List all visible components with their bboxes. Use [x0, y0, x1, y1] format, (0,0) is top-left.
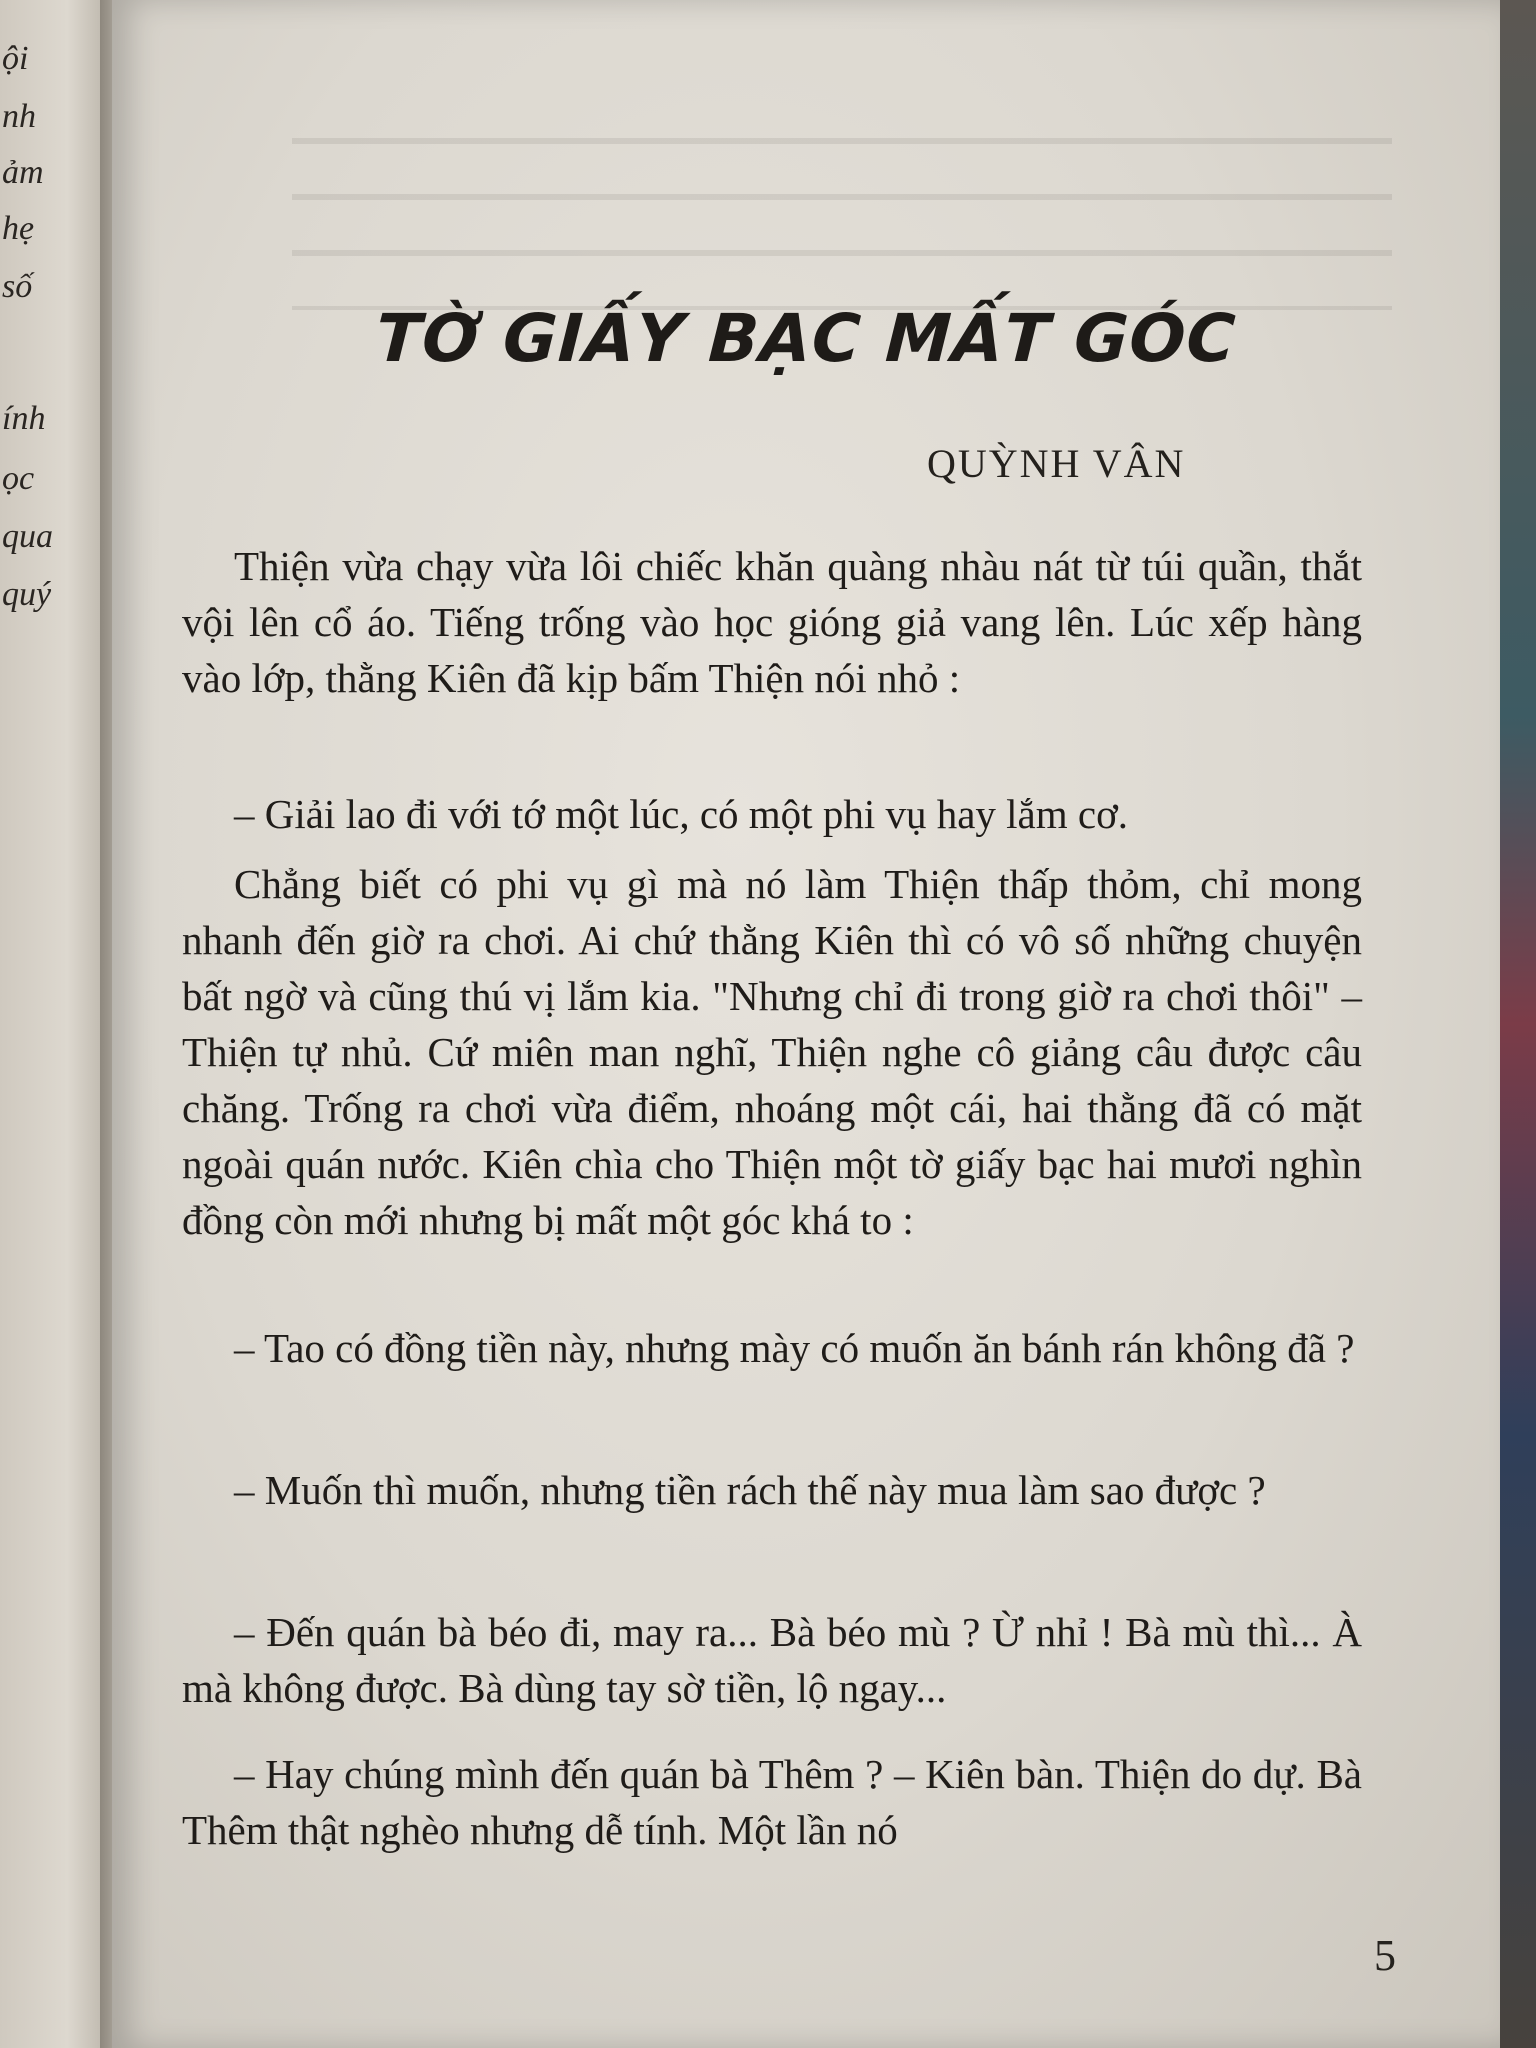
- left-page-fragment: nh: [2, 98, 36, 135]
- left-page-fragment: ọc: [2, 460, 35, 497]
- story-author: QUỲNH VÂN: [927, 441, 1186, 486]
- bleed-through-text: [292, 110, 1392, 310]
- paragraph: – Muốn thì muốn, nhưng tiền rách thế này mua làm sao được ?: [234, 1467, 1266, 1513]
- left-page-fragment: ội: [2, 40, 29, 77]
- page-number: 5: [1374, 1931, 1396, 1980]
- left-page-fragment: ính: [2, 400, 46, 437]
- left-page-fragment: quý: [2, 576, 52, 613]
- paragraph: Chẳng biết có phi vụ gì mà nó làm Thiện thấp thỏm, chỉ mong nhanh đến giờ ra chơi. Ai chứ thằng Kiên thì có vô số những chuyện bất ngờ và cũng thú vị lắm kia. "Nhưng chỉ đi trong giờ ra chơi thôi" – Thiện tự nhủ. Cứ miên man nghĩ, Thiện nghe cô giảng câu được câu chăng. Trống ra chơi vừa điểm, nhoáng một cái, hai thằng đã có mặt ngoài quán nước. Kiên chìa cho Thiện một tờ giấy bạc hai mươi nghìn đồng còn mới nhưng bị mất một góc khá to :: [182, 861, 1362, 1243]
- story-title: TỜ GIẤY BẠC MẤT GÓC: [373, 300, 1238, 377]
- paragraph: – Hay chúng mình đến quán bà Thêm ? – Kiên bàn. Thiện do dự. Bà Thêm thật nghèo nhưng dễ tính. Một lần nó: [182, 1751, 1362, 1853]
- book-page: [112, 0, 1500, 2048]
- left-page-edge: [0, 0, 112, 2048]
- left-page-fragment: hẹ: [2, 210, 35, 247]
- paragraph: – Đến quán bà béo đi, may ra... Bà béo mù ? Ừ nhỉ ! Bà mù thì... À mà không được. Bà dùng tay sờ tiền, lộ ngay...: [182, 1609, 1362, 1711]
- left-page-fragment: ảm: [2, 154, 44, 191]
- paragraph: – Tao có đồng tiền này, nhưng mày có muốn ăn bánh rán không đã ?: [234, 1325, 1355, 1371]
- background-edge: [1500, 0, 1536, 2048]
- paragraph: – Giải lao đi với tớ một lúc, có một phi vụ hay lắm cơ.: [234, 791, 1129, 837]
- left-page-fragment: số: [2, 268, 33, 305]
- left-page-fragment: qua: [2, 518, 53, 555]
- paragraph: Thiện vừa chạy vừa lôi chiếc khăn quàng nhàu nát từ túi quần, thắt vội lên cổ áo. Tiếng trống vào học gióng giả vang lên. Lúc xếp hàng vào lớp, thằng Kiên đã kịp bấm Thiện nói nhỏ :: [182, 543, 1362, 701]
